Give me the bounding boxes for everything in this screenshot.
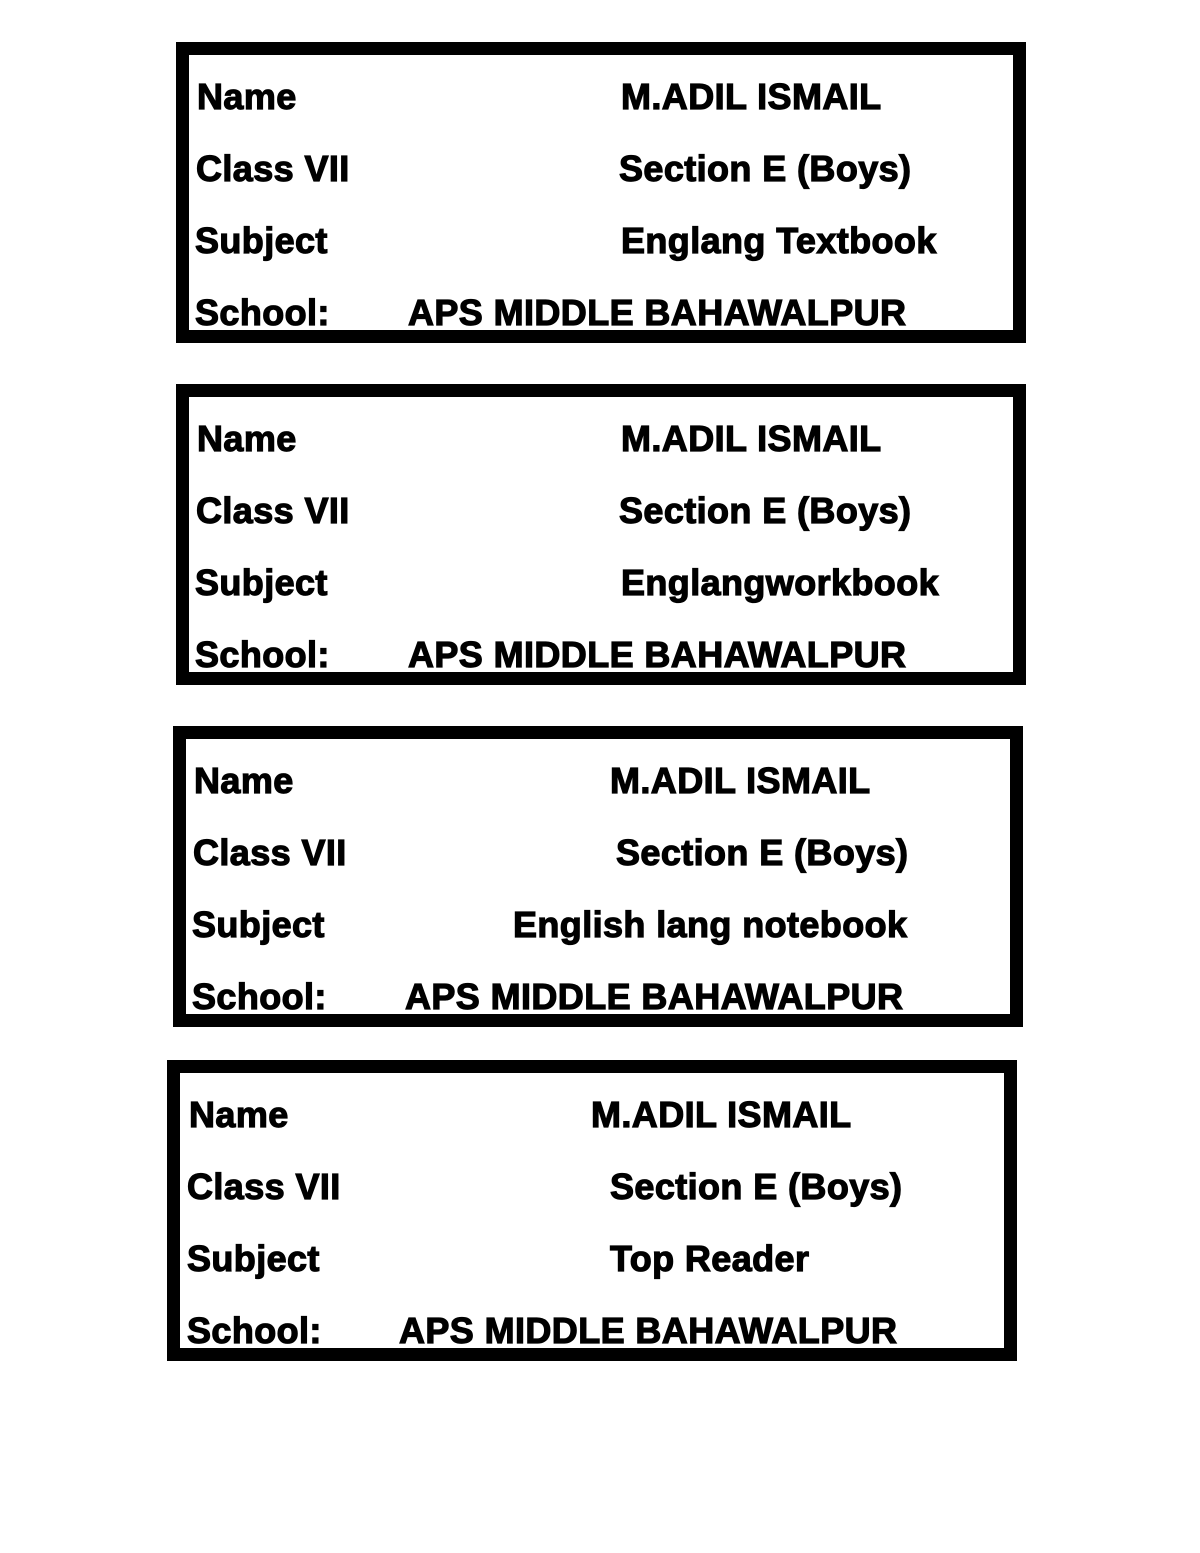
- subject-value: English lang notebook: [513, 904, 908, 945]
- name-label: Name: [197, 76, 297, 117]
- school-value: APS MIDDLE BAHAWALPUR: [399, 1310, 898, 1351]
- class-label: Class VII: [196, 490, 350, 531]
- name-value: M.ADIL ISMAIL: [621, 418, 882, 459]
- book-label-4: [167, 1060, 1017, 1361]
- school-label: School:: [187, 1310, 322, 1351]
- subject-label: Subject: [187, 1238, 320, 1279]
- subject-value: Top Reader: [610, 1238, 810, 1279]
- name-value: M.ADIL ISMAIL: [591, 1094, 852, 1135]
- book-label-1: [176, 42, 1026, 343]
- school-label: School:: [195, 292, 330, 333]
- section-value: Section E (Boys): [610, 1166, 903, 1207]
- school-value: APS MIDDLE BAHAWALPUR: [408, 292, 907, 333]
- subject-label: Subject: [195, 220, 328, 261]
- subject-label: Subject: [192, 904, 325, 945]
- name-label: Name: [197, 418, 297, 459]
- class-label: Class VII: [196, 148, 350, 189]
- class-label: Class VII: [193, 832, 347, 873]
- section-value: Section E (Boys): [619, 490, 912, 531]
- school-value: APS MIDDLE BAHAWALPUR: [408, 634, 907, 675]
- class-label: Class VII: [187, 1166, 341, 1207]
- subject-value: Englangworkbook: [621, 562, 940, 603]
- book-label-2: [176, 384, 1026, 685]
- subject-value: Englang Textbook: [621, 220, 937, 261]
- school-label: School:: [192, 976, 327, 1017]
- section-value: Section E (Boys): [619, 148, 912, 189]
- name-label: Name: [194, 760, 294, 801]
- school-label: School:: [195, 634, 330, 675]
- section-value: Section E (Boys): [616, 832, 909, 873]
- school-value: APS MIDDLE BAHAWALPUR: [405, 976, 904, 1017]
- name-label: Name: [189, 1094, 289, 1135]
- name-value: M.ADIL ISMAIL: [610, 760, 871, 801]
- book-label-3: [173, 726, 1023, 1027]
- name-value: M.ADIL ISMAIL: [621, 76, 882, 117]
- subject-label: Subject: [195, 562, 328, 603]
